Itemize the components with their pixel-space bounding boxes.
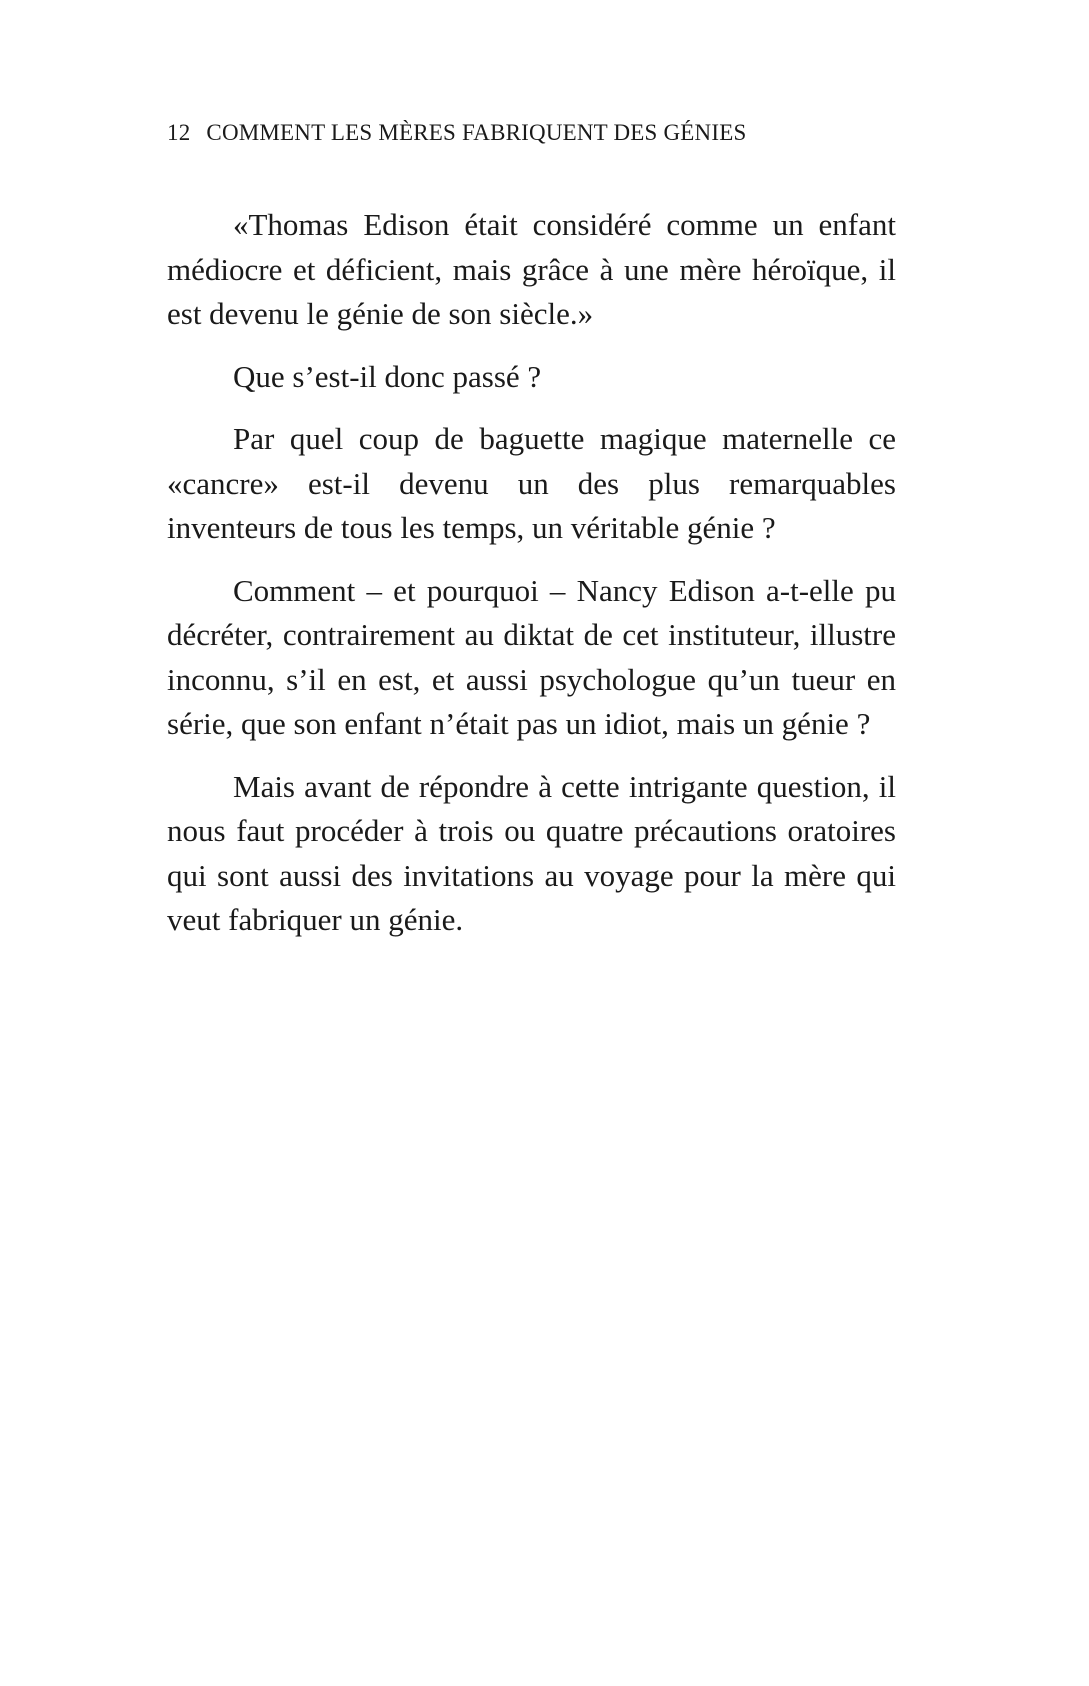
paragraph: Mais avant de répondre à cette intrigante question, il nous faut procéder à trois ou quatre précautions oratoires qui sont aussi des invitations au voyage pour la mère qui veut fabriquer un génie. [167, 768, 896, 937]
body-text [167, 203, 896, 961]
paragraph: «Thomas Edison était considéré comme un enfant médiocre et déficient, mais grâce à une mère héroïque, il est devenu le génie de son siècle.» [167, 207, 896, 331]
paragraph: Que s’est-il donc passé ? [233, 358, 542, 394]
running-head [167, 118, 746, 148]
running-title: COMMENT LES MÈRES FABRIQUENT DES GÉNIES [206, 120, 747, 145]
paragraph: Par quel coup de baguette magique maternelle ce «cancre» est-il devenu un des plus remarquables inventeurs de tous les temps, un véritable génie ? [167, 421, 896, 545]
page-number: 12 [167, 120, 191, 145]
paragraph: Comment – et pourquoi – Nancy Edison a-t-elle pu décréter, contrairement au diktat de cet instituteur, illustre inconnu, s’il en est, et aussi psychologue qu’un tueur en série, que son enfant n’était pas un idiot, mais un génie ? [167, 572, 896, 741]
